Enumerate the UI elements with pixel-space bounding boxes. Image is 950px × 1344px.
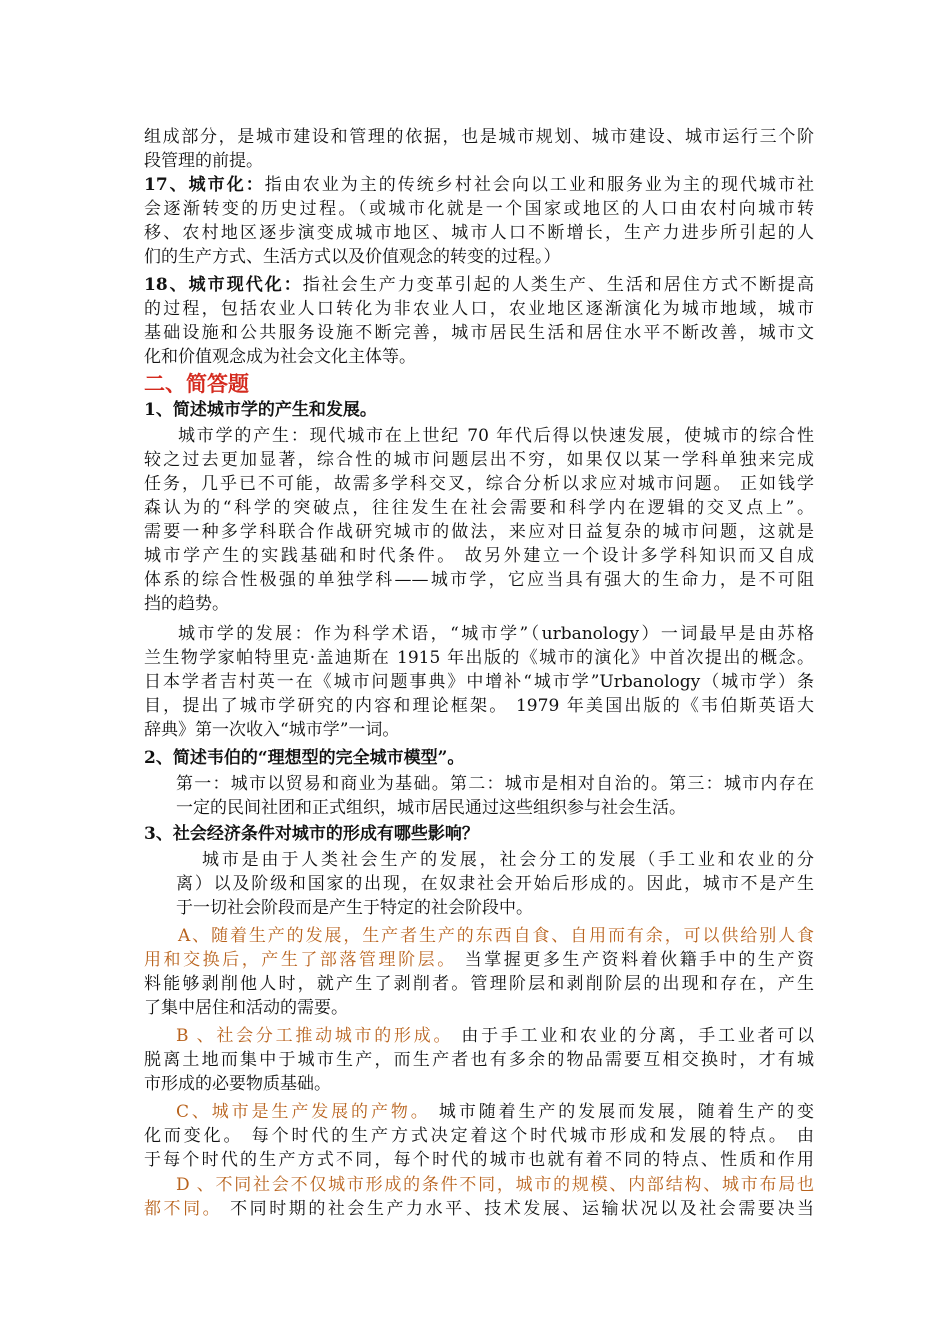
question-2-title: 2、简述韦伯的“理想型的完全城市模型”。 (144, 748, 465, 768)
text-line: 目，提出了城市学研究的内容和理论框架。 1979 年美国出版的《韦伯斯英语大 (144, 696, 814, 716)
point-d-line: D 、不同社会不仅城市形成的条件不同，城市的规模、内部结构、城市布局也 (176, 1175, 814, 1195)
point-b-line: B 、社会分工推动城市的形成。 由于手工业和农业的分离，手工业者可以 (176, 1026, 814, 1046)
text-line: 组成部分，是城市建设和管理的依据，也是城市规划、城市建设、城市运行三个阶 (144, 127, 814, 147)
point-a-line: A、随着生产的发展，生产者生产的东西自食、自用而有余，可以供给别人食 (178, 926, 814, 946)
text-line: 段管理的前提。 (144, 151, 263, 171)
text-line: 一定的民间社团和正式组织，城市居民通过这些组织参与社会生活。 (176, 798, 686, 818)
text-line: 体系的综合性极强的单独学科——城市学，它应当具有强大的生命力，是不可阻 (144, 570, 814, 590)
text-line: 任务，几乎已不可能，故需多学科交叉，综合分析以求应对城市问题。 正如钱学 (144, 474, 814, 494)
term-17-line: 17、城市化：指由农业为主的传统乡村社会向以工业和服务业为主的现代城市社 (144, 175, 814, 195)
highlight-text: B 、社会分工推动城市的形成。 (176, 1026, 454, 1046)
text-line: 需要一种多学科联合作战研究城市的做法，来应对日益复杂的城市问题，这就是 (144, 522, 814, 542)
text-line: 城市是由于人类社会生产的发展，社会分工的发展（手工业和农业的分 (202, 850, 814, 870)
question-3-title: 3、社会经济条件对城市的形成有哪些影响？ (144, 824, 479, 844)
highlight-text: C、城市是生产发展的产物。 (176, 1102, 431, 1122)
text-line: 化和价值观念成为社会文化主体等。 (144, 347, 416, 367)
text-line: 日本学者吉村英一在《城市问题事典》中增补“城市学”Urbanology（城市学）条 (144, 672, 814, 692)
term-18-line: 18、城市现代化：指社会生产力变革引起的人类生产、生活和居住方式不断提高 (144, 275, 814, 295)
text-line: 第一：城市以贸易和商业为基础。第二：城市是相对自治的。第三：城市内存在 (176, 774, 814, 794)
term-label: 17、城市化： (144, 175, 265, 195)
text-line: 基础设施和公共服务设施不断完善，城市居民生活和居住水平不断改善，城市文 (144, 323, 814, 343)
text-line: 城市学的产生：现代城市在上世纪 70 年代后得以快速发展，使城市的综合性 (178, 426, 814, 446)
text-line: 城市学产生的实践基础和时代条件。 故另外建立一个设计多学科知识而又自成 (144, 546, 814, 566)
text-line: 辞典》第一次收入“城市学”一词。 (144, 720, 400, 740)
text-line: 移、农村地区逐步演变成城市地区、城市人口不断增长，生产力进步所引起的人 (144, 223, 814, 243)
text-line: 了集中居住和活动的需要。 (144, 998, 348, 1018)
text-line: 较之过去更加显著，综合性的城市问题层出不穷，如果仅以某一学科单独来完成 (144, 450, 814, 470)
text-line: 于一切社会阶段而是产生于特定的社会阶段中。 (176, 898, 533, 918)
highlight-text: 都不同。 (144, 1199, 223, 1219)
question-1-title: 1、简述城市学的产生和发展。 (144, 400, 377, 420)
text-line: 森认为的“科学的突破点，往往发生在社会需要和科学内在逻辑的交叉点上”。 (144, 498, 814, 518)
text-line: 城市学的发展：作为科学术语，“城市学”（urbanology）一词最早是由苏格 (178, 624, 814, 644)
highlight-text: 用和交换后，产生了部落管理阶层。 (144, 950, 457, 970)
text-line: 料能够剥削他人时，就产生了剥削者。管理阶层和剥削阶层的出现和存在，产生 (144, 974, 814, 994)
point-a-line: 用和交换后，产生了部落管理阶层。 当掌握更多生产资料着伙籍手中的生产资 (144, 950, 814, 970)
point-d-line: 都不同。 不同时期的社会生产力水平、技术发展、运输状况以及社会需要决当 (144, 1199, 814, 1219)
text-line: 的过程，包括农业人口转化为非农业人口，农业地区逐渐演化为城市地域，城市 (144, 299, 814, 319)
text-line: 脱离土地而集中于城市生产，而生产者也有多余的物品需要互相交换时，才有城 (144, 1050, 814, 1070)
term-label: 18、城市现代化： (144, 275, 303, 295)
text-line: 挡的趋势。 (144, 594, 229, 614)
text-line: 化而变化。 每个时代的生产方式决定着这个时代城市形成和发展的特点。 由 (144, 1126, 814, 1146)
text-line: 离）以及阶级和国家的出现，在奴隶社会开始后形成的。因此，城市不是产生 (176, 874, 814, 894)
text-line: 们的生产方式、生活方式以及价值观念的转变的过程。） (144, 247, 561, 267)
text-line: 市形成的必要物质基础。 (144, 1074, 331, 1094)
section-title: 二、简答题 (144, 371, 249, 396)
text-line: 会逐渐转变的历史过程。（或城市化就是一个国家或地区的人口由农村向城市转 (144, 199, 814, 219)
text-line: 于每个时代的生产方式不同，每个时代的城市也就有着不同的特点、性质和作用 (144, 1150, 814, 1170)
point-c-line: C、城市是生产发展的产物。 城市随着生产的发展而发展，随着生产的变 (176, 1102, 814, 1122)
text-line: 兰生物学家帕特里克·盖迪斯在 1915 年出版的《城市的演化》中首次提出的概念。 (144, 648, 814, 668)
